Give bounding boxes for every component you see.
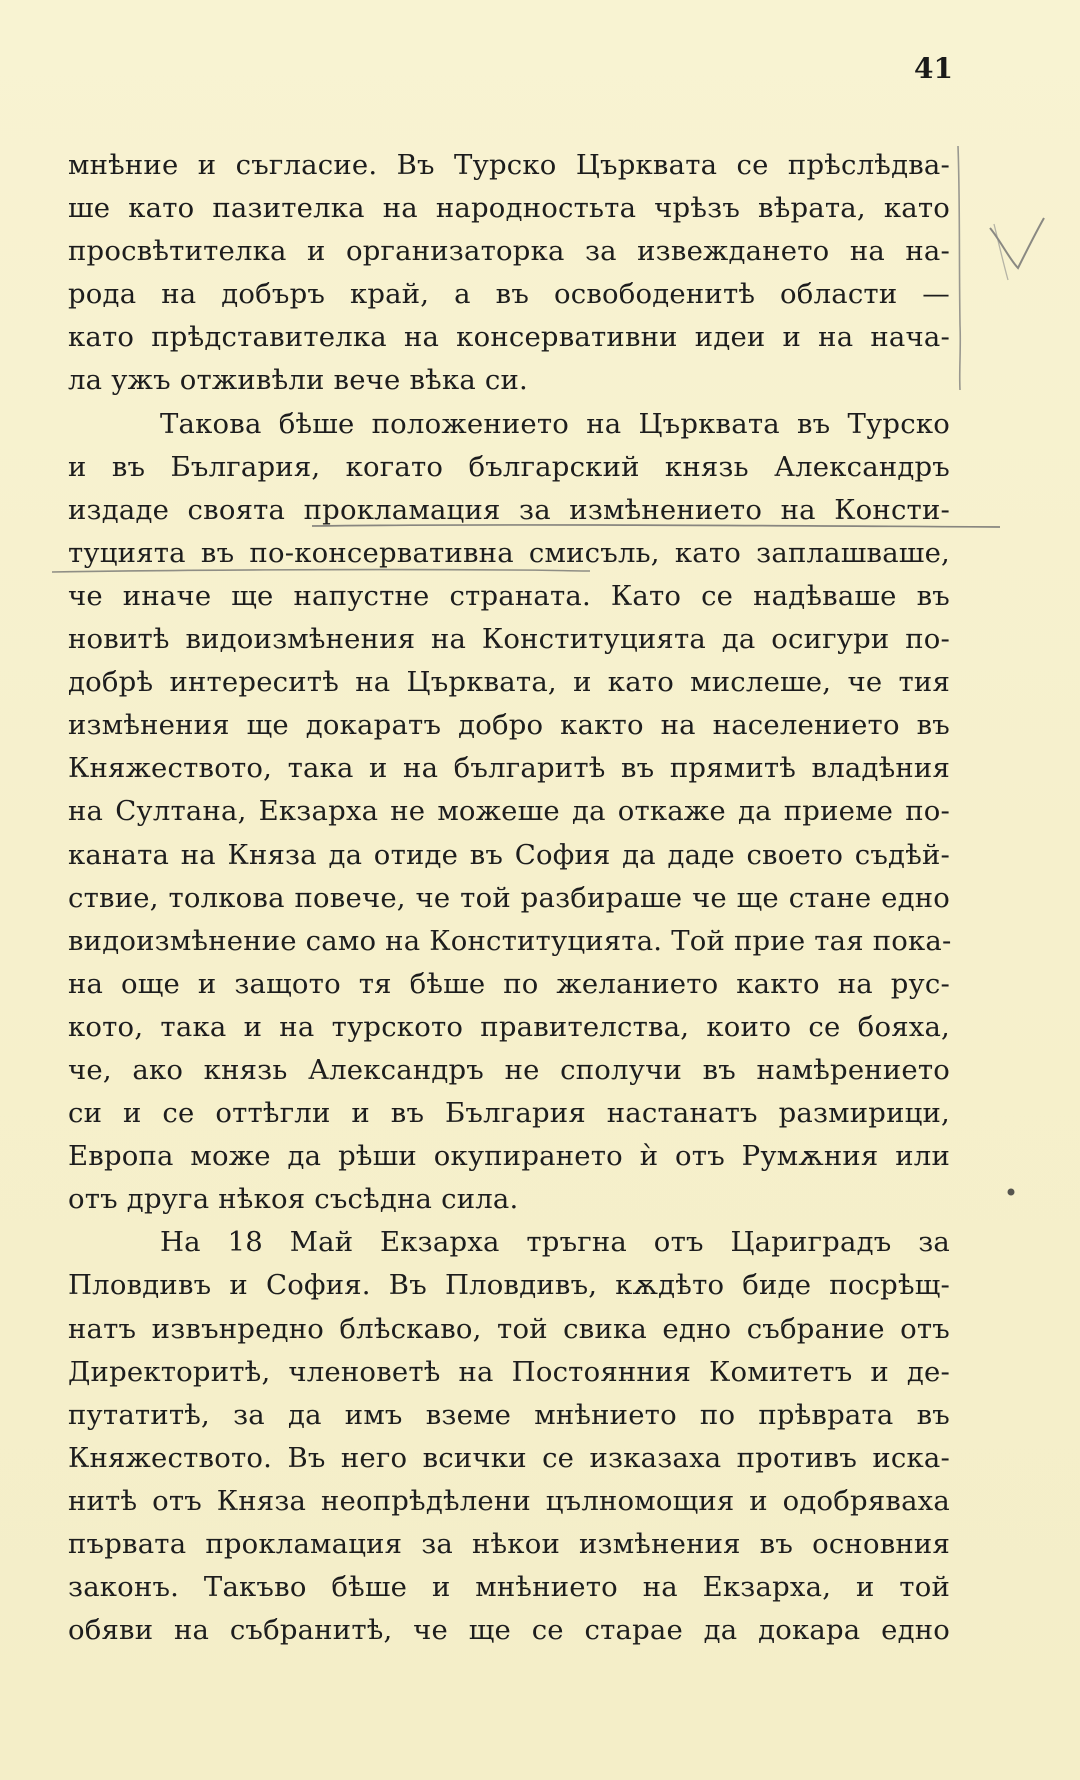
text-line: новитѣ видоизмѣнения на Конституцията да осигури по- [68,623,950,656]
text-line: Княжеството. Въ него всички се изказаха противъ иска- [68,1441,950,1474]
page-number: 41 [914,52,953,85]
text-line: натъ извънредно блѣскаво, той свика едно събрание отъ [68,1312,950,1345]
text-line: първата прокламация за нѣкои измѣнения въ основния [68,1528,950,1560]
margin-dot [1005,1186,1017,1198]
text-line: Директоритѣ, членоветѣ на Постоянния Комитетъ и де- [68,1355,950,1388]
text-line: на още и защото тя бѣше по желанието както на рус- [68,967,950,1000]
text-line: отъ друга нѣкоя съсѣдна сила. [68,1183,519,1216]
text-line: кото, така и на турското правителства, които се бояха, [68,1010,950,1043]
paragraph-start-line: На 18 Май Екзарха тръгна отъ Цариградъ за [160,1226,950,1259]
text-line: просвѣтителка и организаторка за извеждането на на- [68,235,950,268]
text-line: путатитѣ, за да имъ вземе мнѣнието по прѣврата въ [68,1398,950,1431]
body-text [68,144,950,1652]
text-line: ствие, толкова повече, че той разбираше че ще стане едно [68,881,950,914]
text-line: че иначе ще напустне страната. Като се надѣваше въ [68,579,950,612]
text-line: Княжеството, така и на българитѣ въ прямитѣ владѣния [68,752,950,785]
text-line: ла ужъ отживѣли вече вѣка си. [68,364,528,397]
text-line: обяви на събранитѣ, че ще се старае да докара едно [68,1614,950,1647]
text-line: че, ако князь Александръ не сполучи въ намѣрението [68,1053,950,1086]
text-line: мнѣние и съгласие. Въ Турско Църквата се прѣслѣдва- [68,149,950,181]
text-line: законъ. Такъво бѣше и мнѣнието на Екзарха, и той [68,1571,950,1604]
text-line: издаде своята прокламация за измѣнението на Консти- [68,493,950,526]
text-line: туцията въ по-консервативна смисъль, като заплашваше, [68,536,950,569]
text-line: си и се оттѣгли и въ България настанатъ размирици, [68,1097,950,1130]
text-line: рода на добъръ край, а въ освободенитѣ области — [68,278,950,311]
text-line: видоизмѣнение само на Конституцията. Той прие тая пока- [68,924,952,957]
text-line: на Султана, Екзарха не можеше да откаже да приеме по- [68,795,950,828]
text-line: каната на Княза да отиде въ София да даде своето съдѣй- [68,838,950,871]
text-line: ше като пазителка на народностьта чрѣзъ вѣрата, като [68,192,950,225]
paragraph-start-line: Такова бѣше положението на Църквата въ Турско [160,407,950,440]
text-line: Европа може да рѣши окупирането ѝ отъ Румѫния или [68,1140,950,1173]
text-line: нитѣ отъ Княза неопрѣдѣлени цълномощия и одобряваха [68,1484,950,1517]
text-line: Пловдивъ и София. Въ Пловдивъ, кѫдѣто биде посрѣщ- [68,1269,950,1302]
text-line: като прѣдставителка на консервативни идеи и на нача- [68,321,950,354]
text-line: измѣнения ще докаратъ добро както на населението въ [68,709,950,742]
text-line: добрѣ интереситѣ на Църквата, и като мислеше, че тия [68,666,950,699]
text-line: и въ България, когато българский князь Александръ [68,450,950,483]
pencil-margin-bracket [950,140,1060,400]
